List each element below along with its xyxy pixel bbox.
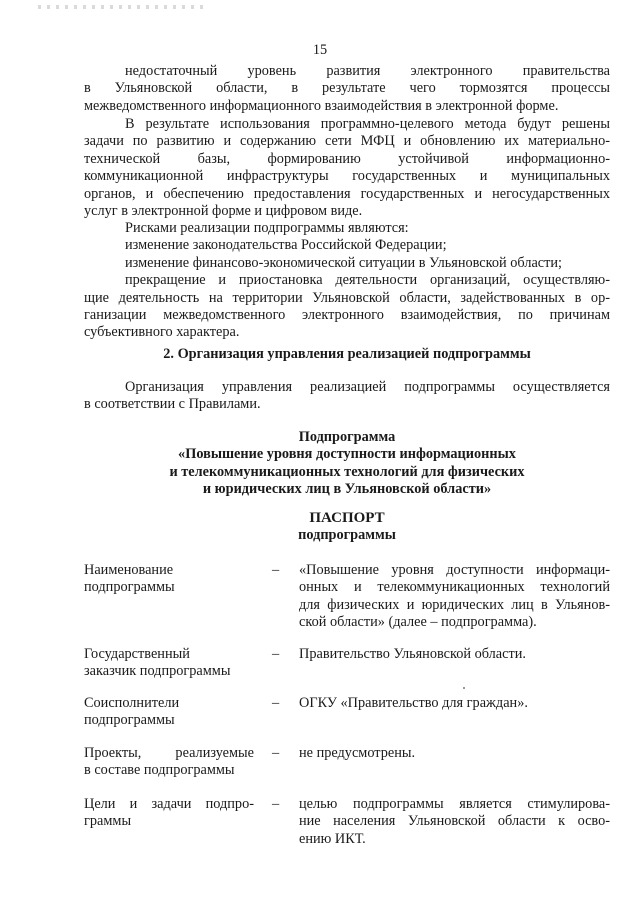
subprogram-title: Подпрограмма xyxy=(298,429,396,445)
passport-title-block xyxy=(84,510,610,545)
risk-item: прекращение и приостановка деятельности организаций, осуществляю- xyxy=(125,272,610,289)
text-line: в Ульяновской области, в результате чего тормозятся процессы xyxy=(84,80,610,97)
risk-item: изменение законодательства Российской Федерации; xyxy=(125,237,447,254)
row-dash: – xyxy=(272,695,280,711)
text-line: недостаточный уровень развития электронного правительства xyxy=(125,63,610,79)
text-line: органов, и обеспечению предоставления государственных и негосударственных xyxy=(84,185,610,202)
section-2 xyxy=(84,346,610,363)
row-label: Цели и задачи подпро- граммы xyxy=(84,796,254,830)
risk-item: щие деятельность на территории Ульяновской области, задействованных в ор- xyxy=(84,289,610,306)
subprogram-name-line: и юридических лиц в Ульяновской области» xyxy=(202,481,492,498)
row-label: Государственный заказчик подпрограммы xyxy=(84,646,231,680)
row-dash: – xyxy=(272,562,280,578)
text-line: коммуникационной инфраструктуры государственных и муниципальных xyxy=(84,168,610,185)
text-line: задачи по развитию и содержанию сети МФЦ и обновлению их материально- xyxy=(84,133,610,150)
row-value: Правительство Ульяновской области. xyxy=(299,646,526,662)
row-value: не предусмотрены. xyxy=(299,745,416,761)
subprogram-name-line: и телекоммуникационных технологий для физических xyxy=(169,463,525,480)
row-dash: – xyxy=(272,796,280,812)
row-value: ОГКУ «Правительство для граждан». xyxy=(299,695,528,711)
text-line: Организация управления реализацией подпрограммы осуществляется xyxy=(125,379,610,395)
text-line: технической базы, формированию устойчивой информационно- xyxy=(84,150,610,167)
row-value: «Повышение уровня доступности информаци- онных и телекоммуникационных технологий для физических и юридических лиц в Ульянов- ской области» (далее – подпрограмма). xyxy=(299,562,610,631)
passport-title: ПАСПОРТ xyxy=(309,510,385,526)
text-line: В результате использования программно-целевого метода будут решены xyxy=(125,116,610,132)
program-method-paragraph xyxy=(84,116,610,220)
risks-heading: Рисками реализации подпрограммы являются: xyxy=(125,220,409,236)
row-dash: – xyxy=(272,745,280,761)
text-line: в соответствии с Правилами. xyxy=(84,396,261,413)
risk-item: ганизации межведомственного электронного взаимодействия, по причинам xyxy=(84,307,610,324)
subprogram-name-line: «Повышение уровня доступности информационных xyxy=(178,446,516,463)
scan-speck xyxy=(463,687,465,689)
page-number: 15 xyxy=(312,42,328,58)
text-line: услуг в электронной форме и цифровом виде. xyxy=(84,203,363,220)
row-label: Проекты, реализуемые в составе подпрограммы xyxy=(84,745,254,779)
intro-paragraph xyxy=(84,63,610,115)
scan-artifact xyxy=(38,5,208,9)
row-dash: – xyxy=(272,646,280,662)
section-2-text xyxy=(84,379,610,414)
row-value: целью подпрограммы является стимулирова- ние населения Ульяновской области к осво- ению ИКТ. xyxy=(299,796,610,847)
row-label: Наименование подпрограммы xyxy=(84,562,175,596)
passport-subtitle: подпрограммы xyxy=(298,527,396,544)
section-heading: 2. Организация управления реализацией подпрограммы xyxy=(163,346,531,362)
risk-item: изменение финансово-экономической ситуации в Ульяновской области; xyxy=(125,254,563,271)
risks-block xyxy=(84,220,610,342)
text-line: межведомственного информационного взаимодействия в электронной форме. xyxy=(84,97,559,114)
subprogram-title-block xyxy=(84,429,610,499)
risk-item: субъективного характера. xyxy=(84,324,240,341)
row-label: Соисполнители подпрограммы xyxy=(84,695,180,729)
